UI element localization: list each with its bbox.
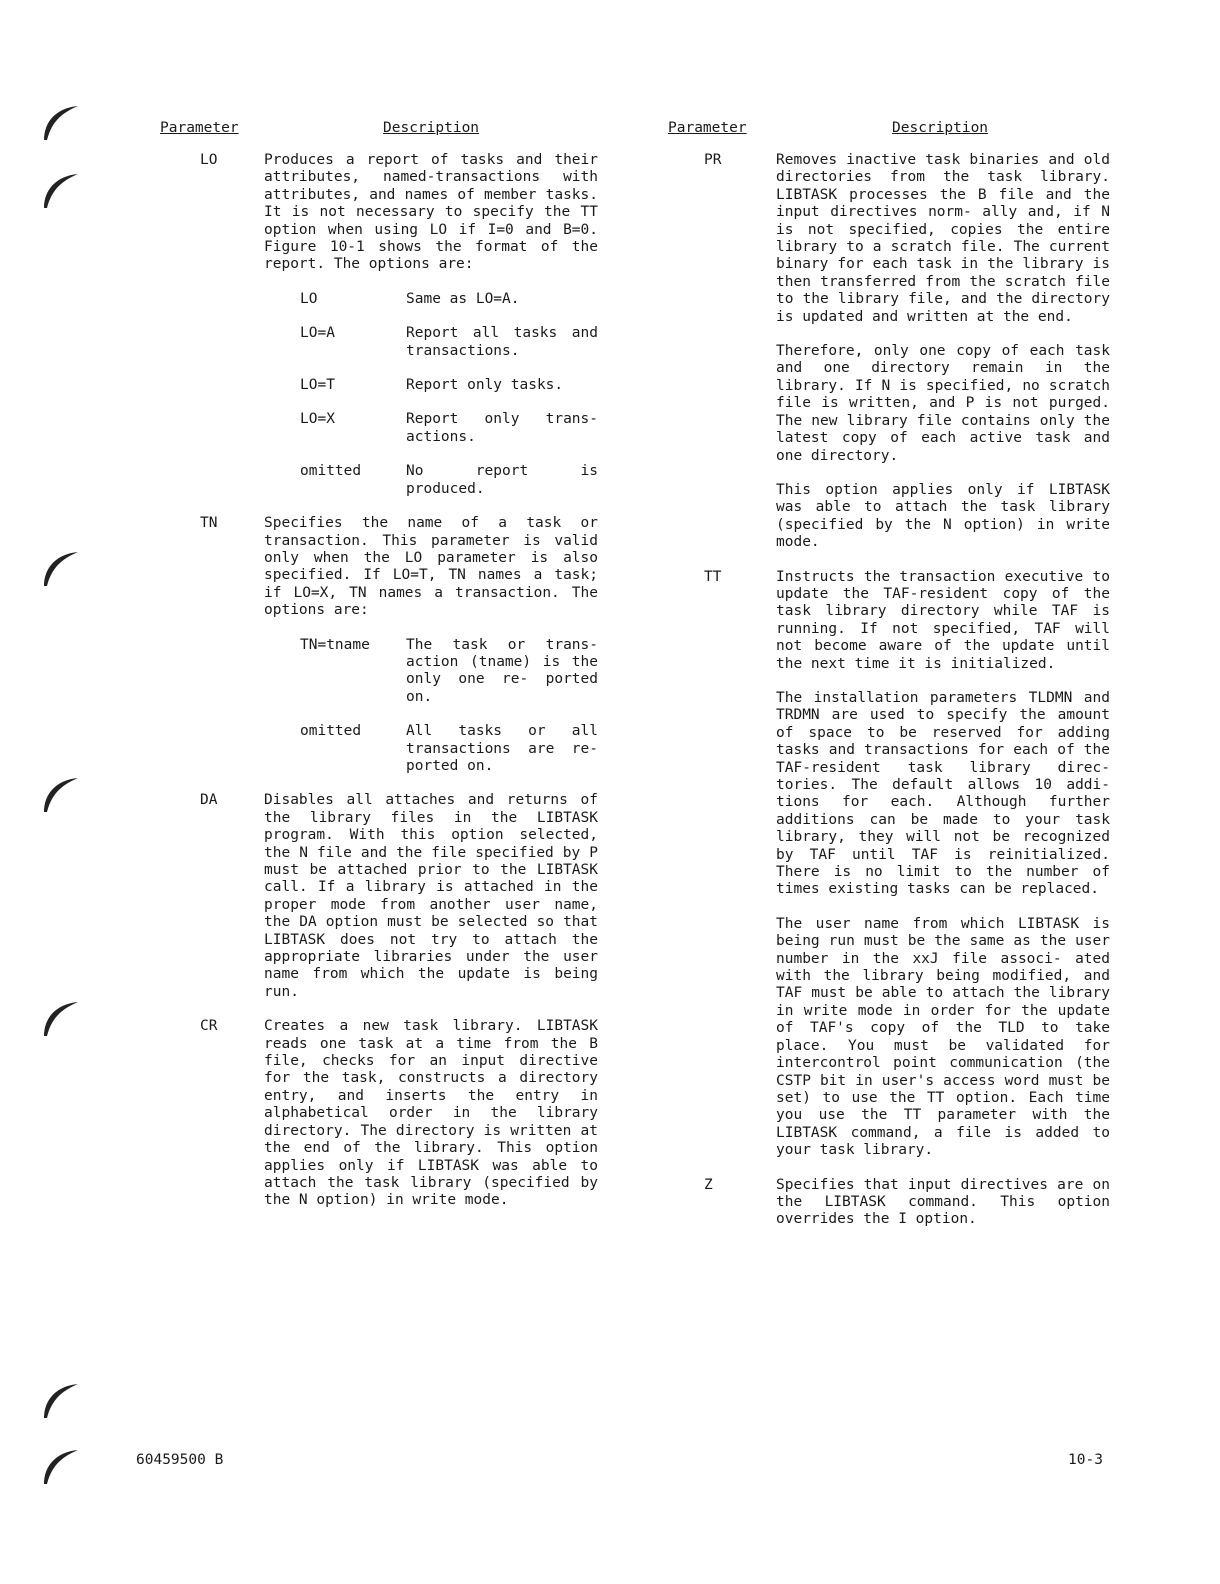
parameter-entry-tt: [668, 569, 1110, 1160]
parameter-description: [264, 515, 598, 775]
option-name: TN=tname: [300, 636, 370, 653]
parameter-list: [160, 152, 598, 1210]
description-paragraph: Disables all attaches and returns of the library files in the LIBTASK program. With this option selected, the N file and the file specified by P must be attached prior to the LIBTASK call. If a library is attached in the proper mode from another user name, the DA option must be selected so that LIBTASK does not try to attach the appropriate libraries under the user name from which the update is being run.: [264, 792, 598, 1000]
option-row: [264, 411, 598, 446]
description-heading: Description: [383, 120, 480, 136]
parameter-entry-z: [668, 1177, 1110, 1229]
option-name: omitted: [300, 723, 362, 740]
option-description: All tasks or all transactions are re- ported on.: [406, 723, 598, 774]
document-number: 60459500 B: [136, 1452, 224, 1468]
parameter-description: [776, 569, 1110, 1160]
option-row: [264, 325, 598, 360]
binder-mark-icon: [38, 168, 84, 212]
description-paragraph: Instructs the transaction executive to update the TAF-resident copy of the task library directory while TAF is running. If not specified, TAF will not become aware of the update until the next time it is initialized.: [776, 568, 1110, 672]
description-paragraph: This option applies only if LIBTASK was able to attach the task library (specified by the N option) in write mode.: [776, 481, 1110, 551]
description-paragraph: Specifies that input directives are on the LIBTASK command. This option overrides the I option.: [776, 1176, 1110, 1228]
parameter-description: [264, 152, 598, 498]
option-row: [264, 637, 598, 707]
option-description: Same as LO=A.: [406, 290, 520, 307]
option-name: omitted: [300, 463, 362, 480]
parameter-entry-cr: [160, 1018, 598, 1209]
binder-mark-icon: [38, 996, 84, 1040]
parameter-name: TN: [200, 515, 218, 532]
description-paragraph: Removes inactive task binaries and old directories from the task library. LIBTASK processes the B file and the input directives norm- ally and, if N is not specified, copies the entire library to a scratch file. The current binary for each task in the library is then transferred from the scratch file to the library file, and the directory is updated and written at the end.: [776, 152, 1110, 325]
parameter-name: PR: [704, 152, 722, 168]
option-description: Report all tasks and transactions.: [406, 325, 598, 359]
option-list: [264, 291, 598, 498]
parameter-entry-lo: [160, 152, 598, 498]
binder-mark-icon: [38, 1378, 84, 1422]
option-list: [264, 637, 598, 776]
option-row: [264, 291, 598, 308]
parameter-description: [776, 152, 1110, 552]
option-row: [264, 377, 598, 394]
description-paragraph: Specifies the name of a task or transaction. This parameter is valid only when the LO parameter is also specified. If LO=T, TN names a task; if LO=X, TN names a transaction. The options are:: [264, 515, 598, 619]
option-name: LO: [300, 290, 318, 307]
parameter-description: [264, 1018, 598, 1209]
parameter-description: [776, 1177, 1110, 1229]
description-paragraph: Therefore, only one copy of each task and one directory remain in the library. If N is specified, no scratch file is written, and P is not purged. The new library file contains only the latest copy of each active task and one directory.: [776, 343, 1110, 464]
description-paragraph: The user name from which LIBTASK is being run must be the same as the user number in the xxJ file associ- ated with the library being modified, and TAF must be able to attach the library in write mode in order for the update of TAF's copy of the TLD to take place. You must be validated for intercontrol point communication (the CSTP bit in user's access word must be set) to use the TT option. Each time you use the TT parameter with the LIBTASK command, a file is added to your task library.: [776, 915, 1110, 1159]
description-paragraph: The installation parameters TLDMN and TRDMN are used to specify the amount of space to be reserved for adding tasks and transactions for each of the TAF-resident task library direc- tories. The default allows 10 addi- tions for each. Although further additions can be made to your task library, they will not be recognized by TAF until TAF is reinitialized. There is no limit to the number of times existing tasks can be replaced.: [776, 689, 1110, 898]
column-header: [668, 112, 1110, 152]
option-name: LO=A: [300, 325, 335, 342]
parameter-name: TT: [704, 568, 722, 585]
right-column: [668, 112, 1110, 1246]
option-row: [264, 463, 598, 498]
parameter-list: [668, 152, 1110, 1229]
option-description: Report only tasks.: [406, 377, 564, 394]
option-description: Report only trans- actions.: [406, 411, 598, 445]
description-paragraph: Creates a new task library. LIBTASK reads one task at a time from the B file, checks for an input directive for the task, constructs a directory entry, and inserts the entry in alphabetical order in the library directory. The directory is written at the end of the library. This option applies only if LIBTASK was able to attach the task library (specified by the N option) in write mode.: [264, 1018, 598, 1209]
option-name: LO=T: [300, 377, 335, 394]
parameter-name: DA: [200, 792, 218, 809]
column-header: [160, 112, 598, 152]
binder-mark-icon: [38, 1444, 84, 1488]
parameter-entry-pr: [668, 152, 1110, 552]
left-column: [160, 112, 598, 1227]
parameter-name: LO: [200, 152, 218, 168]
binder-mark-icon: [38, 100, 84, 144]
parameter-heading: Parameter: [668, 120, 747, 136]
description-heading: Description: [892, 120, 989, 136]
parameter-entry-tn: [160, 515, 598, 775]
parameter-name: Z: [704, 1176, 713, 1193]
option-description: The task or trans- action (tname) is the only one re- ported on.: [406, 636, 598, 705]
parameter-entry-da: [160, 792, 598, 1001]
binder-marks: [38, 0, 98, 1584]
binder-mark-icon: [38, 546, 84, 590]
description-paragraph: Produces a report of tasks and their attributes, named-transactions with attributes, and names of member tasks. It is not necessary to specify the TT option when using LO if I=0 and B=0. Figure 10-1 shows the format of the report. The options are:: [264, 152, 598, 273]
option-name: LO=X: [300, 411, 335, 428]
parameter-heading: Parameter: [160, 120, 239, 136]
page-number: 10-3: [1068, 1452, 1103, 1468]
parameter-name: CR: [200, 1018, 218, 1035]
option-row: [264, 723, 598, 775]
binder-mark-icon: [38, 772, 84, 816]
option-description: No report is produced.: [406, 463, 598, 497]
parameter-description: [264, 792, 598, 1001]
